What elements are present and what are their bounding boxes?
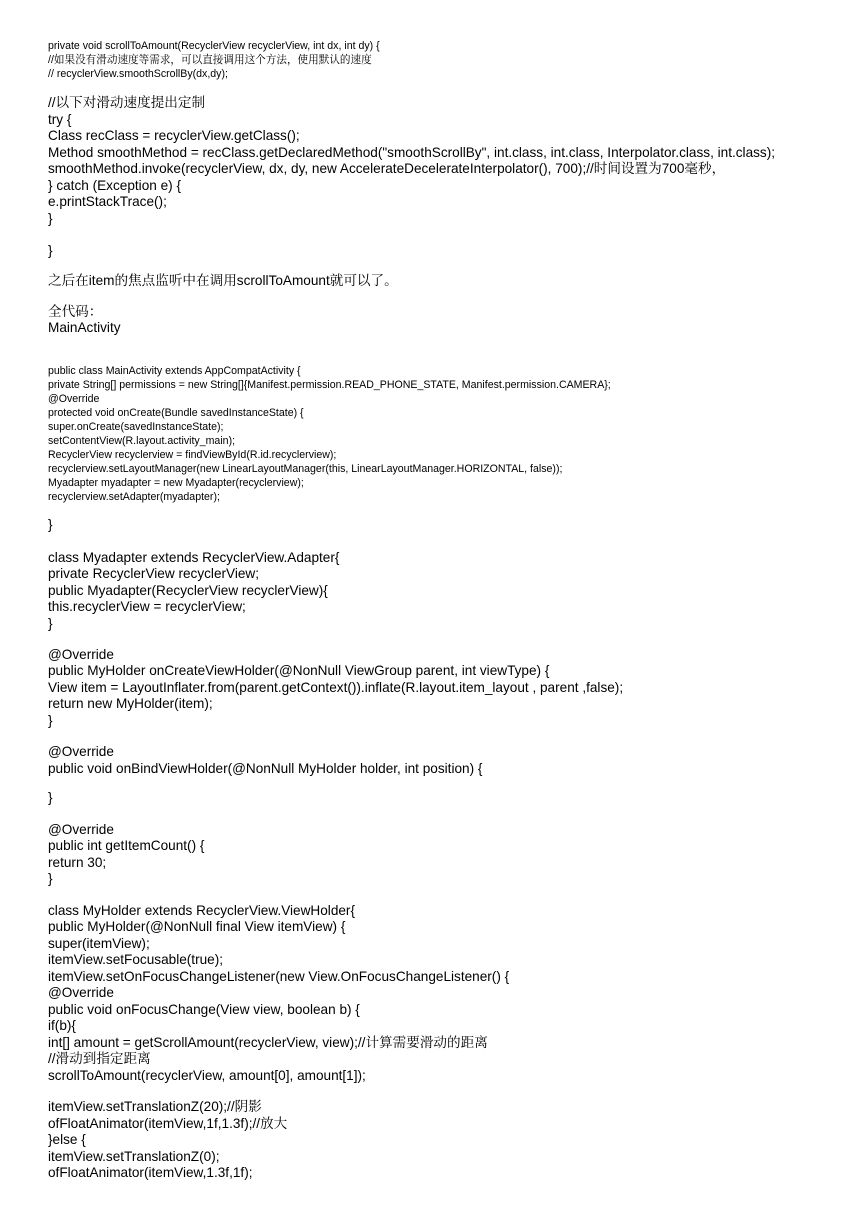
code-annotation: @Override [48, 647, 114, 662]
code-line: ofFloatAnimator(itemView,1f,1.3f);//放大 [48, 1116, 288, 1131]
code-line: RecyclerView recyclerview = findViewById(R.id.recyclerview); [48, 449, 337, 461]
code-line: itemView.setTranslationZ(0); [48, 1149, 220, 1164]
code-line: } catch (Exception e) { [48, 178, 181, 193]
code-line: super.onCreate(savedInstanceState); [48, 421, 224, 433]
code-line: class MyHolder extends RecyclerView.ViewHolder{ [48, 903, 356, 918]
code-line: itemView.setTranslationZ(20);//阴影 [48, 1099, 262, 1114]
code-comment: //滑动到指定距离 [48, 1051, 151, 1066]
code-line: Method smoothMethod = recClass.getDeclaredMethod("smoothScrollBy", int.class, int.class, Interpolator.class, int.class); [48, 145, 776, 160]
code-line: } [48, 243, 53, 258]
code-line: int[] amount = getScrollAmount(recyclerView, view);//计算需要滑动的距离 [48, 1035, 488, 1050]
code-line: return 30; [48, 855, 107, 870]
code-line: recyclerview.setLayoutManager(new LinearLayoutManager(this, LinearLayoutManager.HORIZONTAL, false)); [48, 463, 563, 475]
code-line: public void onFocusChange(View view, boolean b) { [48, 1002, 360, 1017]
code-annotation: @Override [48, 985, 114, 1000]
code-line: itemView.setOnFocusChangeListener(new View.OnFocusChangeListener() { [48, 969, 510, 984]
code-line: public Myadapter(RecyclerView recyclerView){ [48, 583, 328, 598]
code-line: private RecyclerView recyclerView; [48, 566, 260, 581]
code-comment: //如果没有滑动速度等需求，可以直接调用这个方法，使用默认的速度 [48, 54, 372, 66]
code-line: public int getItemCount() { [48, 838, 205, 853]
code-line: public void onBindViewHolder(@NonNull MyHolder holder, int position) { [48, 761, 483, 776]
code-line: }else { [48, 1132, 86, 1147]
code-line: Class recClass = recyclerView.getClass(); [48, 128, 300, 143]
code-line: View item = LayoutInflater.from(parent.getContext()).inflate(R.layout.item_layout , parent ,false); [48, 680, 624, 695]
code-line: itemView.setFocusable(true); [48, 952, 224, 967]
code-line: } [48, 871, 53, 886]
code-line: @Override [48, 393, 100, 405]
code-line: smoothMethod.invoke(recyclerView, dx, dy, new AccelerateDecelerateInterpolator(), 700);//时间设置为700毫秒， [48, 161, 726, 176]
code-line: try { [48, 112, 72, 127]
code-line: super(itemView); [48, 936, 150, 951]
code-line: public MyHolder(@NonNull final View itemView) { [48, 919, 346, 934]
code-line: } [48, 616, 53, 631]
code-line: class Myadapter extends RecyclerView.Adapter{ [48, 550, 340, 565]
code-annotation: @Override [48, 822, 114, 837]
code-line: } [48, 713, 53, 728]
code-line: private void scrollToAmount(RecyclerView recyclerView, int dx, int dy) { [48, 40, 380, 52]
code-comment: // recyclerView.smoothScrollBy(dx,dy); [48, 68, 228, 80]
code-line: this.recyclerView = recyclerView; [48, 599, 246, 614]
code-line: public class MainActivity extends AppCompatActivity { [48, 365, 301, 377]
code-line: recyclerview.setAdapter(myadapter); [48, 491, 220, 503]
body-paragraph: 之后在item的焦点监听中在调用scrollToAmount就可以了。 [48, 273, 398, 288]
code-line: Myadapter myadapter = new Myadapter(recyclerview); [48, 477, 304, 489]
code-line: } [48, 211, 53, 226]
code-line: e.printStackTrace(); [48, 194, 167, 209]
code-line: } [48, 790, 53, 805]
code-line: public MyHolder onCreateViewHolder(@NonNull ViewGroup parent, int viewType) { [48, 663, 550, 678]
code-line: scrollToAmount(recyclerView, amount[0], amount[1]); [48, 1068, 366, 1083]
code-line: private String[] permissions = new String[]{Manifest.permission.READ_PHONE_STATE, Manifest.permission.CAMERA}; [48, 379, 611, 391]
code-comment: //以下对滑动速度提出定制 [48, 95, 206, 110]
code-line: return new MyHolder(item); [48, 696, 213, 711]
code-line: protected void onCreate(Bundle savedInstanceState) { [48, 407, 304, 419]
section-heading: 全代码： [48, 304, 103, 319]
section-subheading: MainActivity [48, 320, 121, 335]
code-line: setContentView(R.layout.activity_main); [48, 435, 236, 447]
code-annotation: @Override [48, 744, 114, 759]
code-line: if(b){ [48, 1018, 76, 1033]
code-line: ofFloatAnimator(itemView,1.3f,1f); [48, 1165, 253, 1180]
code-line: } [48, 517, 53, 532]
